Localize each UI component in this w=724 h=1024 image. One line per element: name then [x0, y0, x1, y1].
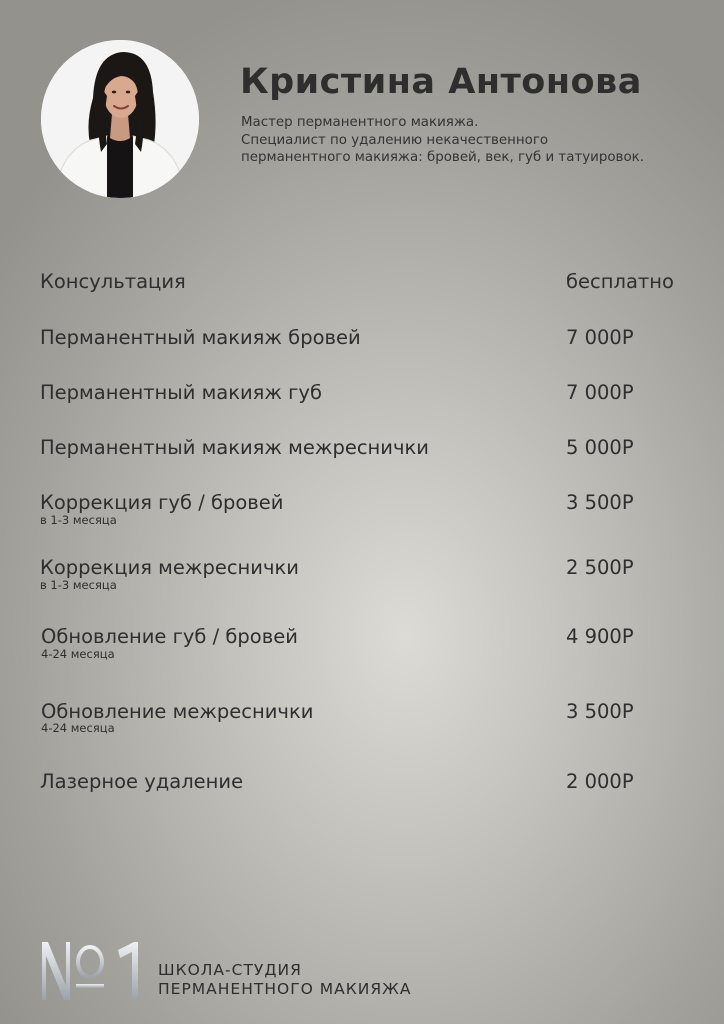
school-name-line: ПЕРМАНЕНТНОГО МАКИЯЖА: [158, 980, 412, 998]
service-note: в 1-3 месяца: [40, 513, 117, 527]
service-note: в 1-3 месяца: [40, 578, 117, 592]
service-price: 7 000Р: [566, 381, 634, 404]
specialist-bio: [241, 114, 711, 167]
service-price: 3 500Р: [566, 700, 634, 723]
profile-photo: [41, 40, 199, 198]
school-name-line: ШКОЛА-СТУДИЯ: [158, 961, 302, 979]
service-name: Перманентный макияж губ: [40, 381, 322, 404]
service-price: 5 000Р: [566, 436, 634, 459]
bio-line: Мастер перманентного макияжа.: [241, 115, 479, 130]
service-price: 2 000Р: [566, 770, 634, 793]
service-note: 4-24 месяца: [41, 721, 115, 735]
service-note: 4-24 месяца: [41, 647, 115, 661]
service-name: Коррекция межреснички: [40, 556, 299, 579]
service-name: Коррекция губ / бровей: [40, 491, 284, 514]
service-name: Обновление межреснички: [41, 700, 314, 723]
bio-line: перманентного макияжа: бровей, век, губ и татуировок.: [241, 150, 644, 166]
service-name: Обновление губ / бровей: [41, 625, 298, 648]
service-price: бесплатно: [566, 270, 674, 293]
specialist-name: Кристина Антонова: [240, 62, 642, 102]
service-name: Перманентный макияж межреснички: [40, 436, 429, 459]
school-name: [158, 961, 411, 999]
school-logo: [40, 940, 145, 1002]
service-name: Консультация: [40, 270, 186, 293]
service-name: Лазерное удаление: [40, 770, 244, 793]
service-name: Перманентный макияж бровей: [40, 326, 361, 349]
service-price: 3 500Р: [566, 491, 634, 514]
bio-line: Специалист по удалению некачественного: [241, 132, 549, 148]
service-price: 2 500Р: [566, 556, 634, 579]
service-price: 4 900Р: [566, 625, 634, 648]
service-price: 7 000Р: [566, 326, 634, 349]
